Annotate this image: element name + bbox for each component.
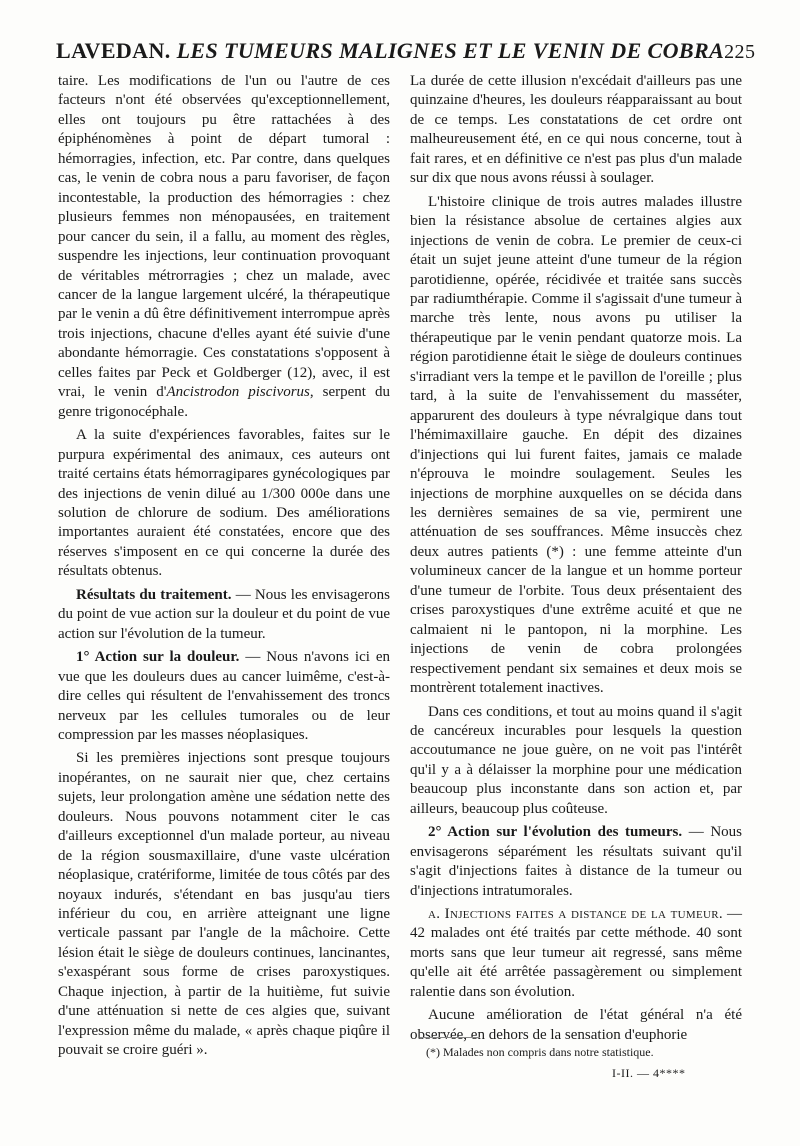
footnote: (*) Malades non compris dans notre statistique. bbox=[426, 1045, 654, 1059]
section-heading: Résultats du traitement. bbox=[76, 586, 232, 603]
signature-mark: I-II. — 4**** bbox=[612, 1066, 686, 1080]
right-column bbox=[410, 72, 742, 1049]
footnote-divider bbox=[420, 1037, 480, 1038]
paragraph: A la suite d'expériences favorables, faites sur le purpura expérimental des animaux, ces auteurs ont traité certains états hémorragipares gynécologiques par des injections de venin dilué au 1/300 000e dans une solution de chlorure de sodium. Des améliorations importantes auraient été constatées, encore que des réserves s'imposent en ce qui concerne la durée des résultats obtenus. bbox=[58, 427, 390, 580]
paragraph: La durée de cette illusion n'excédait d'ailleurs pas une quinzaine d'heures, les douleurs réapparaissant au bout de ce temps. Les constatations de cet ordre ont malheureusement été, en ce qui nous concerne, tout à fait rares, et en définitive ce n'est pas plus d'un malade sur dix que nous avons réussi à soulager. bbox=[410, 73, 742, 187]
paragraph: Dans ces conditions, et tout au moins quand il s'agit de cancéreux incurables pour lesquels la question accoutumance ne joue guère, on ne voit pas l'intérêt qu'il y a à délaisser la morphine pour une médication beaucoup plus inconstante dans son action et, par ailleurs, beaucoup plus coûteuse. bbox=[410, 703, 742, 817]
paragraph: taire. Les modifications de l'un ou l'autre de ces facteurs n'ont été observées qu'exceptionnellement, elles ont toujours pu être rattachées à des épiphénomènes à point de départ tumoral : hémorragies, infection, etc. Par contre, dans quelques cas, le venin de cobra nous a paru favoriser, de façon incontestable, la production des hémorragies : chez plusieurs femmes non ménopausées, en traitement pour cancer du sein, il a fallu, au moment des règles, suspendre les injections, leur continuation provoquant de véritables métrorragies ; chez un malade, avec cancer de la langue largement ulcéré, la thérapeutique par le venin a dû être définitivement interrompue après trois injections, chacune d'elles ayant été suivie d'une abondante hémorragie. Ces constatations s'opposent à celles faites par Peck et Goldberger (12), avec, il est vrai, le venin d'Ancistrodon piscivorus, serpent du genre trigonocéphale. bbox=[58, 73, 390, 420]
paragraph: Aucune amélioration de l'état général n'a été observée, en dehors de la sensation d'euphorie bbox=[410, 1007, 742, 1043]
paragraph: L'histoire clinique de trois autres malades illustre bien la résistance absolue de certaines algies aux injections de venin de cobra. Le premier de ceux-ci était un sujet jeune atteint d'une tumeur de la région parotidienne, opérée, récidivée et traitée sans succès par radiumthérapie. Comme il s'agissait d'une tumeur à marche très lente, nous avons pu utiliser la thérapeutique par le venin pendant quatorze mois. La région parotidienne était le siège de douleurs continues s'irradiant vers la tempe et le pavillon de l'oreille ; plus tard, à la suite de l'envahissement du masséter, apparurent des douleurs à type névralgique dans tout l'hémimaxillaire gauche. En dépit des dizaines d'injections qui lui furent faites, jamais ce malade n'éprouva le moindre soulagement. Seules les injections de morphine auxquelles on se décida dans les dernières semaines de sa vie, permirent une atténuation de ses souffrances. Même insuccès chez deux autres patients (*) : une femme atteinte d'un volumineux cancer de la langue et un homme porteur d'une tumeur de l'orbite. Tous deux présentaient des crises paroxystiques d'une extrême acuité et que ne calmaient ni le pantopon, ni la morphine. Les injections de venin de cobra prolongées respectivement pendant six semaines et deux mois se montrèrent totalement inactives. bbox=[410, 193, 742, 697]
species-name: Ancistrodon piscivorus bbox=[166, 384, 310, 401]
paragraph: 2° Action sur l'évolution des tumeurs. — Nous envisagerons séparément les résultats suivant qu'il s'agit d'injections faites à distance de la tumeur ou d'injections intratumorales. bbox=[410, 824, 743, 899]
subsection-heading: 2° Action sur l'évolution des tumeurs. bbox=[428, 824, 683, 841]
subsection-heading: a. Injections faites a distance de la tumeur. bbox=[428, 906, 723, 923]
header-author: LAVEDAN. bbox=[56, 38, 171, 63]
paragraph: Si les premières injections sont presque toujours inopérantes, on ne saurait nier que, chez certains sujets, leur prolongation amène une sédation nette des douleurs. Nous pouvons notamment citer le cas d'ailleurs exceptionnel d'un malade porteur, au niveau de la région sousmaxillaire, d'une vaste ulcération néoplasique, cratériforme, limitée de tous côtés par des noyaux indurés, s'étendant en bas jusqu'au tiers inférieur du cou, en arrière atteignant une ligne verticale passant par l'angle de la mâchoire. Cette lésion était le siège de douleurs continues, lancinantes, s'exaspérant sous forme de crises paroxystiques. Chaque injection, à partir de la huitième, fut suivie d'une atténuation si nette de ces algies que, suivant l'expression même du malade, « après chaque piqûre il pouvait se croire guéri ». bbox=[58, 750, 390, 1059]
left-column bbox=[58, 72, 390, 1065]
paragraph: 1° Action sur la douleur. — Nous n'avons ici en vue que les douleurs dues au cancer luimême, c'est-à-dire celles qui résultent de l'envahissement des troncs nerveux par les cellules tumorales ou de leur compression par les masses néoplasiques. bbox=[58, 649, 390, 743]
paragraph: Résultats du traitement. — Nous les envisagerons du point de vue action sur la douleur et du point de vue action sur l'évolution de la tumeur. bbox=[58, 586, 390, 642]
subsection-heading: 1° Action sur la douleur. bbox=[76, 649, 240, 666]
page-number: 225 bbox=[724, 41, 756, 63]
running-header bbox=[56, 38, 756, 64]
header-title bbox=[56, 38, 724, 64]
paragraph: a. Injections faites a distance de la tumeur. — 42 malades ont été traités par cette méthode. 40 sont morts sans que leur tumeur ait regressé, sans même qu'elle ait été arrêtée passagèrement ou simplement ralentie dans son évolution. bbox=[410, 906, 743, 1000]
header-article-title: LES TUMEURS MALIGNES ET LE VENIN DE COBRA bbox=[176, 38, 725, 63]
